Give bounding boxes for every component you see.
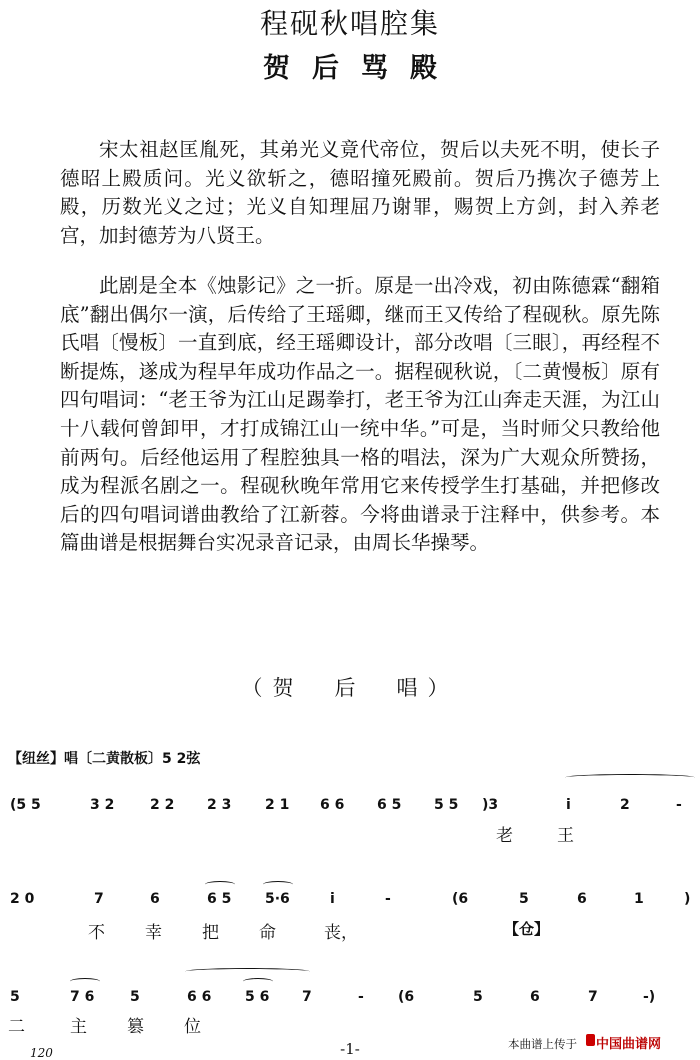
page-number: -1- bbox=[340, 1040, 360, 1058]
lyric: 不 bbox=[88, 923, 105, 943]
note: (6 bbox=[452, 891, 469, 907]
tie-mark bbox=[565, 774, 695, 781]
intro-paragraph-1: 宋太祖赵匡胤死，其弟光义竟代帝位，贺后以夫死不明，使长子德昭上殿质问。光义欲斩之，德昭撞死殿前。贺后乃携次子德芳上殿，历数光义之过；光义自知理屈乃谢罪，赐贺上方剑，封入养老宫，加封德芳为八贤王。 bbox=[60, 138, 660, 247]
lyric: 位 bbox=[184, 1017, 201, 1037]
lyric: 幸 bbox=[145, 923, 162, 943]
site-logo: 中国曲谱网 bbox=[596, 1037, 662, 1052]
tie-mark bbox=[263, 881, 293, 888]
lyric: 【仓】 bbox=[504, 920, 550, 938]
lyric: 把 bbox=[202, 923, 219, 943]
note: 5 6 bbox=[245, 989, 270, 1005]
note: i bbox=[330, 891, 335, 907]
piece-title: 贺后骂殿 bbox=[263, 53, 459, 84]
score-heading: 【纽丝】唱〔二黄散板〕5 2弦 bbox=[8, 751, 201, 767]
tie-mark bbox=[243, 978, 273, 985]
note: 5 bbox=[519, 891, 529, 907]
note: 7 6 bbox=[70, 989, 95, 1005]
note: 6 bbox=[577, 891, 587, 907]
lyric: 主 bbox=[70, 1017, 87, 1037]
note: -) bbox=[643, 989, 656, 1005]
note: (5 5 bbox=[10, 797, 41, 813]
note: 1 bbox=[634, 891, 644, 907]
note: 7 bbox=[94, 891, 104, 907]
note: 5 bbox=[10, 989, 20, 1005]
note: 2 3 bbox=[207, 797, 232, 813]
note: 6 6 bbox=[187, 989, 212, 1005]
lyric: 老 bbox=[496, 826, 513, 846]
note: 5 5 bbox=[434, 797, 459, 813]
tie-mark bbox=[70, 978, 100, 985]
upload-note: 本曲谱上传于 bbox=[508, 1037, 577, 1051]
note: 6 5 bbox=[377, 797, 402, 813]
intro-paragraph-2: 此剧是全本《烛影记》之一折。原是一出冷戏，初由陈德霖“翻箱底”翻出偶尔一演，后传给了王瑶卿，继而王又传给了程砚秋。原先陈氏唱〔慢板〕一直到底，经王瑶卿设计，部分改唱〔三眼〕，再经程不断提炼，遂成为程早年成功作品之一。据程砚秋说，〔二黄慢板〕原有四句唱词：“老王爷为江山足踢拳打，老王爷为江山奔走天涯，为江山十八载何曾卸甲，才打成锦江山一统中华。”可是，当时师父只教给他前两句。后经他运用了程腔独具一格的唱法，深为广大观众所赞扬，成为程派名剧之一。程砚秋晚年常用它来传授学生打基础，并把修改后的四句唱词谱曲教给了江新蓉。今将曲谱录于注释中，供参考。本篇曲谱是根据舞台实况录音记录，由周长华操琴。 bbox=[60, 274, 660, 555]
lyric: 丧， bbox=[324, 923, 358, 943]
lyric: 篡 bbox=[127, 1017, 144, 1037]
note: 2 2 bbox=[150, 797, 175, 813]
note: 5·6 bbox=[265, 891, 290, 907]
lyric: 二 bbox=[8, 1017, 25, 1037]
tie-mark bbox=[205, 881, 235, 888]
note: 2 bbox=[620, 797, 630, 813]
note: 6 5 bbox=[207, 891, 232, 907]
note: 5 bbox=[130, 989, 140, 1005]
note: - bbox=[358, 989, 364, 1005]
tie-mark bbox=[185, 968, 310, 975]
note: 2 1 bbox=[265, 797, 290, 813]
note: - bbox=[676, 797, 682, 813]
site-logo-icon bbox=[586, 1034, 595, 1046]
lyric: 王 bbox=[557, 826, 574, 846]
note: 7 bbox=[302, 989, 312, 1005]
note: 6 bbox=[150, 891, 160, 907]
book-title: 程砚秋唱腔集 bbox=[259, 7, 440, 40]
lyric: 命 bbox=[259, 923, 276, 943]
note: - bbox=[385, 891, 391, 907]
note: 2 0 bbox=[10, 891, 35, 907]
note: 6 bbox=[530, 989, 540, 1005]
note: 7 bbox=[588, 989, 598, 1005]
note: (6 bbox=[398, 989, 415, 1005]
note: i bbox=[566, 797, 571, 813]
note: 3 2 bbox=[90, 797, 115, 813]
note: ) bbox=[684, 891, 691, 907]
note: 5 bbox=[473, 989, 483, 1005]
singer-label: （贺 后 唱） bbox=[241, 676, 459, 700]
note: 6 6 bbox=[320, 797, 345, 813]
note: )3 bbox=[482, 797, 499, 813]
corner-page-mark: 120 bbox=[30, 1046, 53, 1060]
